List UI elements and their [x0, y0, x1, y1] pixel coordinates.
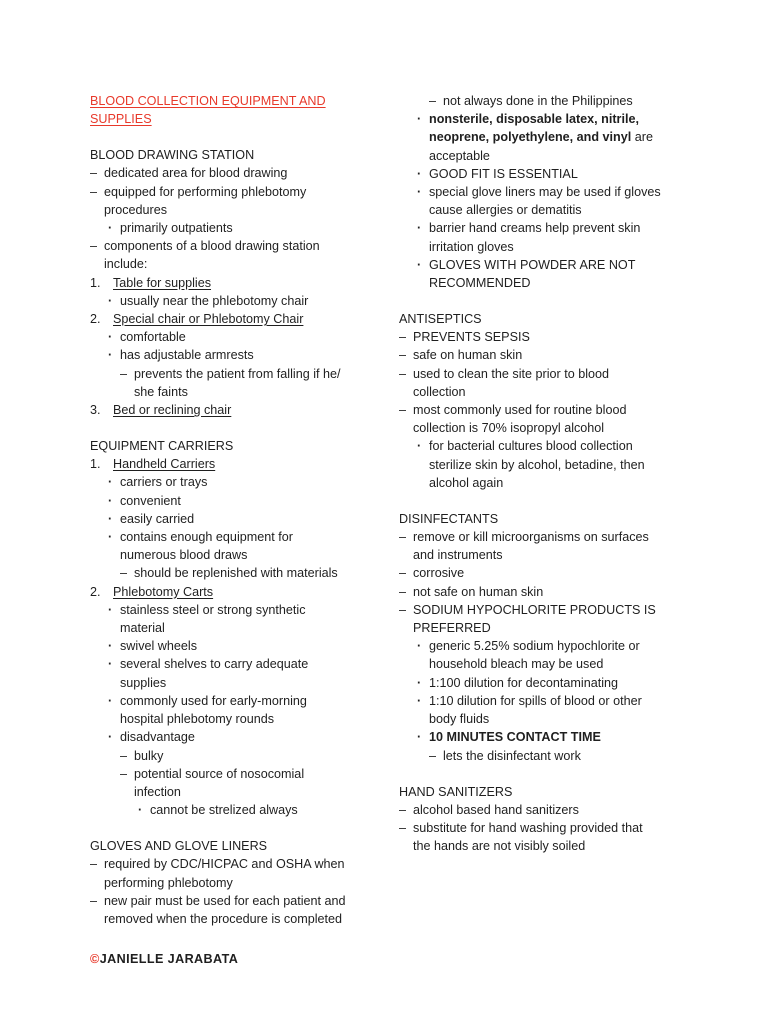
- section-spacer: [399, 292, 699, 310]
- list-item-continuation: [399, 619, 699, 637]
- list-item-text: convenient: [120, 493, 181, 508]
- text-run: are: [631, 130, 653, 145]
- dash-marker: –: [399, 348, 407, 363]
- list-item-continuation: [90, 910, 380, 928]
- list-item-text: easily carried: [120, 511, 195, 526]
- numbered-item-label: Special chair or Phlebotomy Chair: [113, 312, 304, 327]
- bullet-list-item: [90, 492, 380, 510]
- author-name: JANIELLE JARABATA: [99, 952, 239, 966]
- copyright-symbol: ©: [90, 952, 100, 966]
- dash-list-item: [399, 819, 699, 837]
- section-heading: [90, 146, 380, 164]
- bullet-marker: ·: [417, 439, 422, 454]
- list-item-text: GLOVES WITH POWDER ARE NOT: [429, 257, 636, 272]
- list-item-text: barrier hand creams help prevent skin: [429, 221, 641, 236]
- bullet-list-item: [90, 801, 380, 819]
- list-item-text: several shelves to carry adequate: [120, 657, 309, 672]
- bullet-marker: ·: [108, 221, 113, 236]
- list-item-text: [429, 130, 653, 144]
- section-heading: [90, 437, 380, 455]
- list-item-text: for bacterial cultures blood collection: [429, 439, 633, 454]
- section-spacer: [399, 492, 699, 510]
- bullet-list-item: [90, 637, 380, 655]
- list-item-text: potential source of nosocomial: [134, 766, 305, 781]
- list-item-text: collection is 70% isopropyl alcohol: [413, 421, 605, 436]
- numbered-item-label: Phlebotomy Carts: [113, 584, 214, 599]
- bullet-marker: ·: [108, 602, 113, 617]
- bullet-list-item: [90, 510, 380, 528]
- list-item-continuation: [399, 456, 699, 474]
- list-item-text: the hands are not visibly soiled: [413, 839, 586, 854]
- left-column: [90, 92, 380, 928]
- dash-list-item: [399, 528, 699, 546]
- list-item-text: usually near the phlebotomy chair: [120, 293, 309, 308]
- bullet-list-item: [90, 692, 380, 710]
- list-item-continuation: [90, 783, 380, 801]
- dash-marker: –: [399, 802, 407, 817]
- list-item-text: body fluids: [429, 712, 490, 727]
- list-item-continuation: [90, 201, 380, 219]
- dash-list-item: [90, 237, 380, 255]
- list-item-text: not safe on human skin: [413, 584, 544, 599]
- list-item-text: RECOMMENDED: [429, 276, 531, 291]
- document-title: [90, 92, 350, 128]
- list-item-text: household bleach may be used: [429, 657, 604, 672]
- list-item-continuation: [399, 383, 699, 401]
- list-item-continuation: [399, 274, 699, 292]
- dash-list-item: [399, 747, 699, 765]
- item-number: 1.: [90, 275, 101, 290]
- list-item-continuation: [399, 474, 699, 492]
- bullet-list-item: [399, 183, 699, 201]
- section-heading: [90, 837, 380, 855]
- bullet-marker: ·: [417, 675, 422, 690]
- list-item-text: nonsterile, disposable latex, nitrile,: [429, 112, 639, 127]
- section-heading-text: DISINFECTANTS: [399, 511, 499, 526]
- list-item-text: bulky: [134, 748, 164, 763]
- dash-marker: –: [90, 857, 98, 872]
- bullet-marker: ·: [417, 693, 422, 708]
- list-item-text: generic 5.25% sodium hypochlorite or: [429, 639, 640, 654]
- right-column: [399, 92, 699, 855]
- dash-list-item: [399, 365, 699, 383]
- list-item-continuation: [90, 619, 380, 637]
- bullet-marker: ·: [417, 257, 422, 272]
- dash-list-item: [399, 583, 699, 601]
- dash-marker: –: [90, 166, 98, 181]
- bullet-list-item: [399, 110, 699, 128]
- dash-marker: –: [90, 239, 98, 254]
- list-item-text: safe on human skin: [413, 348, 523, 363]
- bullet-list-item: [90, 328, 380, 346]
- list-item-text: alcohol based hand sanitizers: [413, 802, 579, 817]
- bullet-list-item: [90, 346, 380, 364]
- list-item-continuation: [399, 546, 699, 564]
- section-heading-text: BLOOD DRAWING STATION: [90, 148, 255, 163]
- bullet-marker: ·: [108, 293, 113, 308]
- list-item-text: substitute for hand washing provided that: [413, 820, 643, 835]
- list-item-text: irritation gloves: [429, 239, 514, 254]
- list-item-text: removed when the procedure is completed: [104, 911, 343, 926]
- bullet-marker: ·: [108, 693, 113, 708]
- list-item-text: commonly used for early-morning: [120, 693, 307, 708]
- numbered-item: [90, 455, 380, 473]
- list-item-text: material: [120, 621, 165, 636]
- list-item-text: carriers or trays: [120, 475, 208, 490]
- bullet-list-item: [90, 728, 380, 746]
- dash-list-item: [399, 92, 699, 110]
- list-item-text: SODIUM HYPOCHLORITE PRODUCTS IS: [413, 602, 656, 617]
- bullet-list-item: [399, 219, 699, 237]
- dash-list-item: [90, 747, 380, 765]
- dash-marker: –: [399, 530, 407, 545]
- bullet-marker: ·: [108, 348, 113, 363]
- list-item-text: alcohol again: [429, 475, 504, 490]
- bullet-marker: ·: [138, 803, 143, 818]
- document-title-text: BLOOD COLLECTION EQUIPMENT AND SUPPLIES: [90, 94, 326, 127]
- bullet-list-item: [399, 692, 699, 710]
- section-spacer: [90, 128, 380, 146]
- bullet-list-item: [399, 637, 699, 655]
- list-item-continuation: [90, 874, 380, 892]
- list-item-text: performing phlebotomy: [104, 875, 233, 890]
- list-item-text: supplies: [120, 675, 167, 690]
- list-item-continuation: [399, 655, 699, 673]
- dash-list-item: [399, 601, 699, 619]
- item-number: 2.: [90, 312, 101, 327]
- list-item-text: PREFERRED: [413, 621, 491, 636]
- list-item-text: used to clean the site prior to blood: [413, 366, 610, 381]
- list-item-text: 10 MINUTES CONTACT TIME: [429, 730, 601, 745]
- dash-marker: –: [90, 893, 98, 908]
- bullet-list-item: [90, 655, 380, 673]
- dash-list-item: [90, 564, 380, 582]
- dash-marker: –: [399, 403, 407, 418]
- list-item-text: 1:100 dilution for decontaminating: [429, 675, 619, 690]
- section-heading: [399, 310, 699, 328]
- bullet-list-item: [90, 292, 380, 310]
- bullet-list-item: [399, 728, 699, 746]
- dash-marker: –: [399, 566, 407, 581]
- dash-list-item: [399, 328, 699, 346]
- list-item-continuation: [90, 383, 380, 401]
- list-item-text: has adjustable armrests: [120, 348, 254, 363]
- bullet-marker: ·: [108, 730, 113, 745]
- bullet-list-item: [90, 528, 380, 546]
- list-item-text: special glove liners may be used if gloves: [429, 185, 661, 200]
- dash-marker: –: [120, 366, 128, 381]
- section-heading: [399, 510, 699, 528]
- list-item-text: 1:10 dilution for spills of blood or other: [429, 693, 642, 708]
- numbered-item: [90, 583, 380, 601]
- list-item-text: most commonly used for routine blood: [413, 403, 627, 418]
- dash-marker: –: [429, 94, 437, 108]
- list-item-text: collection: [413, 384, 466, 399]
- dash-list-item: [90, 183, 380, 201]
- dash-marker: –: [399, 366, 407, 381]
- bullet-marker: ·: [108, 657, 113, 672]
- numbered-item-label: Bed or reclining chair: [113, 403, 232, 418]
- numbered-item: [90, 310, 380, 328]
- dash-list-item: [399, 346, 699, 364]
- list-item-continuation: [399, 419, 699, 437]
- bullet-marker: ·: [417, 639, 422, 654]
- numbered-item: [90, 274, 380, 292]
- list-item-continuation: [399, 238, 699, 256]
- dash-list-item: [90, 892, 380, 910]
- dash-list-item: [90, 164, 380, 182]
- list-item-text: equipped for performing phlebotomy: [104, 184, 307, 199]
- bullet-list-item: [399, 437, 699, 455]
- list-item-text: infection: [134, 784, 181, 799]
- dash-marker: –: [90, 184, 98, 199]
- dash-list-item: [90, 765, 380, 783]
- list-item-text: disadvantage: [120, 730, 195, 745]
- item-number: 2.: [90, 584, 101, 599]
- dash-list-item: [399, 564, 699, 582]
- list-item-text: components of a blood drawing station: [104, 239, 320, 254]
- list-item-continuation: [399, 710, 699, 728]
- list-item-text: required by CDC/HICPAC and OSHA when: [104, 857, 345, 872]
- section-heading-text: ANTISEPTICS: [399, 312, 482, 327]
- list-item-text: new pair must be used for each patient and: [104, 893, 346, 908]
- list-item-text: PREVENTS SEPSIS: [413, 330, 530, 345]
- list-item-continuation: [399, 128, 699, 146]
- list-item-continuation: [399, 837, 699, 855]
- list-item-text: hospital phlebotomy rounds: [120, 712, 275, 727]
- bullet-marker: ·: [108, 475, 113, 490]
- section-heading-text: HAND SANITIZERS: [399, 784, 513, 799]
- list-item-text: cannot be strelized always: [150, 803, 298, 818]
- list-item-text: remove or kill microorganisms on surfaces: [413, 530, 649, 545]
- bullet-list-item: [399, 674, 699, 692]
- text-run: neoprene, polyethylene, and vinyl: [429, 130, 632, 145]
- dash-marker: –: [120, 766, 128, 781]
- section-spacer: [90, 819, 380, 837]
- item-number: 1.: [90, 457, 101, 472]
- dash-list-item: [90, 365, 380, 383]
- bullet-list-item: [399, 256, 699, 274]
- bullet-marker: ·: [108, 639, 113, 654]
- list-item-text: lets the disinfectant work: [443, 748, 581, 763]
- list-item-text: contains enough equipment for: [120, 530, 293, 545]
- bullet-list-item: [90, 601, 380, 619]
- bullet-list-item: [90, 219, 380, 237]
- bullet-marker: ·: [108, 330, 113, 345]
- section-spacer: [90, 419, 380, 437]
- dash-list-item: [90, 855, 380, 873]
- bullet-marker: ·: [108, 511, 113, 526]
- list-item-text: sterilize skin by alcohol, betadine, then: [429, 457, 645, 472]
- list-item-continuation: [399, 201, 699, 219]
- dash-marker: –: [399, 584, 407, 599]
- bullet-marker: ·: [417, 112, 422, 127]
- list-item-text: not always done in the Philippines: [443, 94, 633, 108]
- list-item-text: primarily outpatients: [120, 221, 233, 236]
- list-item-text: should be replenished with materials: [134, 566, 338, 581]
- author-footer: [90, 952, 238, 966]
- list-item-text: she faints: [134, 384, 188, 399]
- section-heading: [399, 783, 699, 801]
- bullet-marker: ·: [417, 730, 422, 745]
- list-item-continuation: [90, 710, 380, 728]
- dash-list-item: [399, 801, 699, 819]
- list-item-text: GOOD FIT IS ESSENTIAL: [429, 166, 578, 181]
- list-item-text: numerous blood draws: [120, 548, 248, 563]
- list-item-text: include:: [104, 257, 148, 272]
- list-item-text: comfortable: [120, 330, 186, 345]
- list-item-text: swivel wheels: [120, 639, 197, 654]
- list-item-text: cause allergies or dematitis: [429, 203, 582, 218]
- list-item-continuation: [90, 674, 380, 692]
- list-item-text: acceptable: [429, 148, 490, 163]
- dash-marker: –: [399, 330, 407, 345]
- numbered-item: [90, 401, 380, 419]
- bullet-marker: ·: [417, 221, 422, 236]
- list-item-continuation: [90, 255, 380, 273]
- list-item-text: dedicated area for blood drawing: [104, 166, 288, 181]
- dash-marker: –: [399, 820, 407, 835]
- dash-list-item: [399, 401, 699, 419]
- numbered-item-label: Table for supplies: [113, 275, 212, 290]
- list-item-text: and instruments: [413, 548, 503, 563]
- list-item-text: corrosive: [413, 566, 465, 581]
- bullet-list-item: [90, 473, 380, 491]
- section-heading-text: EQUIPMENT CARRIERS: [90, 439, 234, 454]
- dash-marker: –: [120, 748, 128, 763]
- list-item-text: stainless steel or strong synthetic: [120, 602, 306, 617]
- bullet-list-item: [399, 165, 699, 183]
- section-heading-text: GLOVES AND GLOVE LINERS: [90, 839, 268, 854]
- bullet-marker: ·: [417, 185, 422, 200]
- list-item-continuation: [399, 147, 699, 165]
- list-item-text: procedures: [104, 202, 168, 217]
- dash-marker: –: [120, 566, 128, 581]
- bullet-marker: ·: [108, 493, 113, 508]
- numbered-item-label: Handheld Carriers: [113, 457, 216, 472]
- dash-marker: –: [429, 748, 437, 763]
- section-spacer: [399, 765, 699, 783]
- list-item-continuation: [90, 546, 380, 564]
- item-number: 3.: [90, 403, 101, 418]
- list-item-text: prevents the patient from falling if he/: [134, 366, 341, 381]
- bullet-marker: ·: [108, 530, 113, 545]
- bullet-marker: ·: [417, 166, 422, 181]
- dash-marker: –: [399, 602, 407, 617]
